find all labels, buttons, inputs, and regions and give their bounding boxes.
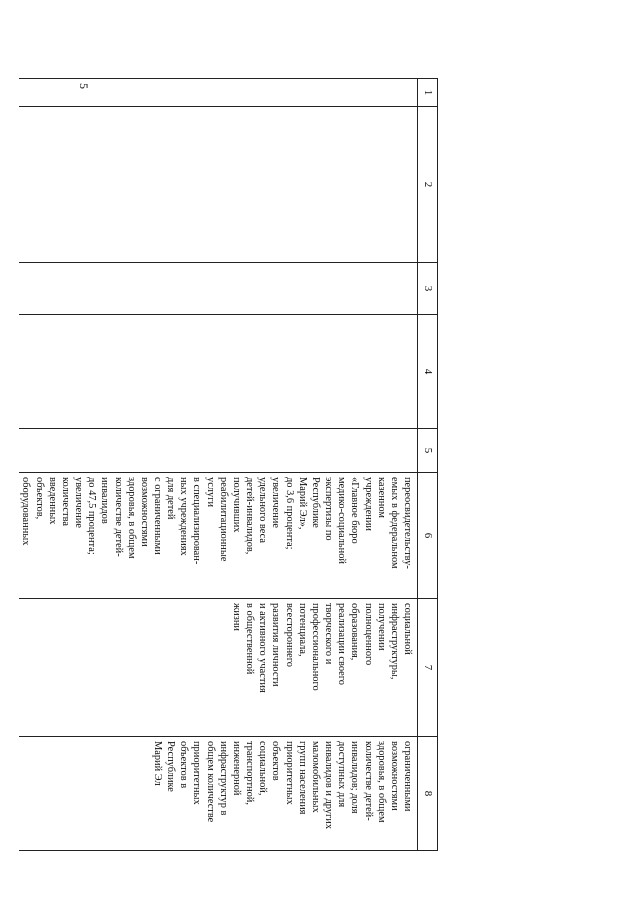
cell-line: введенных — [46, 477, 58, 525]
cell-col-2 — [19, 107, 417, 263]
cell-line: транспортной, — [244, 741, 256, 805]
cell-line: удельного веса — [257, 477, 269, 543]
cell-line: полноценного — [362, 603, 374, 666]
cell-line: Марий Эл — [152, 741, 164, 786]
cell-line: получивших — [230, 477, 242, 533]
cell-line: развития личности — [270, 603, 282, 687]
header-col-1: 1 — [418, 79, 438, 107]
cell-line: здоровья, в общем — [375, 741, 387, 823]
cell-col-6-text — [19, 477, 414, 594]
cell-col-8-text — [151, 741, 414, 846]
cell-line: получении — [375, 603, 387, 651]
table — [19, 78, 438, 851]
cell-line: количества — [59, 477, 71, 526]
cell-line: инвалидов; доля — [349, 741, 361, 814]
header-col-2: 2 — [418, 107, 438, 263]
cell-line: Республике — [165, 741, 177, 792]
page-number: 5 — [77, 83, 91, 89]
cell-line: ограниченными — [402, 741, 413, 812]
cell-line: в специализирован- — [191, 477, 203, 565]
cell-line: образования, — [349, 603, 361, 661]
cell-line: реализации своего — [336, 603, 348, 685]
cell-line: общем количестве — [204, 741, 216, 823]
cell-col-8 — [19, 737, 417, 851]
cell-line: экспертизы по — [323, 477, 335, 541]
cell-line: Марий Эл», — [296, 477, 308, 530]
cell-line: социальной, — [257, 741, 269, 796]
cell-line: для детей — [165, 477, 177, 520]
cell-line: всестороннего — [283, 603, 295, 667]
cell-line: приоритетных — [191, 741, 203, 805]
cell-line: инвалидов — [99, 477, 111, 524]
cell-line: увеличение — [73, 477, 85, 528]
cell-line: ных учреждениях — [178, 477, 190, 556]
cell-line: в общественной — [244, 603, 256, 675]
cell-line: переосвидетельству- — [402, 477, 413, 569]
cell-col-4 — [19, 315, 417, 429]
cell-col-5 — [19, 429, 417, 473]
header-col-5: 5 — [418, 429, 438, 473]
cell-line: маломобильных — [309, 741, 321, 813]
cell-line: инфраструктур в — [217, 741, 229, 816]
cell-line: детей-инвалидов, — [244, 477, 256, 555]
cell-line: жизни — [230, 603, 242, 631]
cell-line: с ограниченными — [152, 477, 164, 555]
cell-line: услуги — [204, 477, 216, 508]
cell-line: объектов — [270, 741, 282, 781]
cell-line: инженерной — [230, 741, 242, 796]
cell-line: профессионального — [309, 603, 321, 691]
program-indicators-table — [20, 78, 438, 850]
header-row — [418, 79, 438, 851]
cell-col-1 — [19, 79, 417, 107]
cell-line: приоритетных — [283, 741, 295, 805]
cell-line: объектов, — [33, 477, 45, 520]
cell-line: казенном — [375, 477, 387, 518]
cell-line: до 3,6 процента; — [283, 477, 295, 550]
cell-line: емых в федеральном — [388, 477, 400, 569]
cell-line: увеличение — [270, 477, 282, 528]
header-col-4: 4 — [418, 315, 438, 429]
cell-line: групп населения — [296, 741, 308, 815]
cell-line: здоровья, в общем — [125, 477, 137, 559]
cell-col-6 — [19, 473, 417, 599]
cell-line: до 47,5 процента; — [86, 477, 98, 555]
cell-col-3 — [19, 263, 417, 315]
cell-line: количестве детей- — [362, 741, 374, 821]
header-col-6: 6 — [418, 473, 438, 599]
cell-line: учреждении — [362, 477, 374, 531]
cell-line: медико-социальной — [336, 477, 348, 564]
header-col-8: 8 — [418, 737, 438, 851]
cell-line: и активного участия — [257, 603, 269, 693]
cell-line: доступных для — [336, 741, 348, 808]
cell-line: Республике — [309, 477, 321, 528]
cell-line: реабилитационные — [217, 477, 229, 562]
cell-line: «Главное бюро — [349, 477, 361, 544]
table-row — [19, 79, 417, 851]
cell-line: объектов в — [178, 741, 190, 789]
cell-col-7-text — [230, 603, 414, 732]
cell-col-7 — [19, 599, 417, 737]
header-col-7: 7 — [418, 599, 438, 737]
cell-line: социальной — [402, 603, 413, 655]
cell-line: возможностями — [388, 741, 400, 811]
cell-line: возможностями — [138, 477, 150, 547]
cell-line: инвалидов и других — [323, 741, 335, 830]
cell-line: количестве детей- — [112, 477, 124, 557]
cell-line: творческого и — [323, 603, 335, 665]
cell-line: оборудованных — [20, 477, 32, 546]
table-header — [418, 79, 438, 851]
header-col-3: 3 — [418, 263, 438, 315]
cell-line: инфраструктуры, — [388, 603, 400, 680]
cell-line: потенциала, — [296, 603, 308, 657]
